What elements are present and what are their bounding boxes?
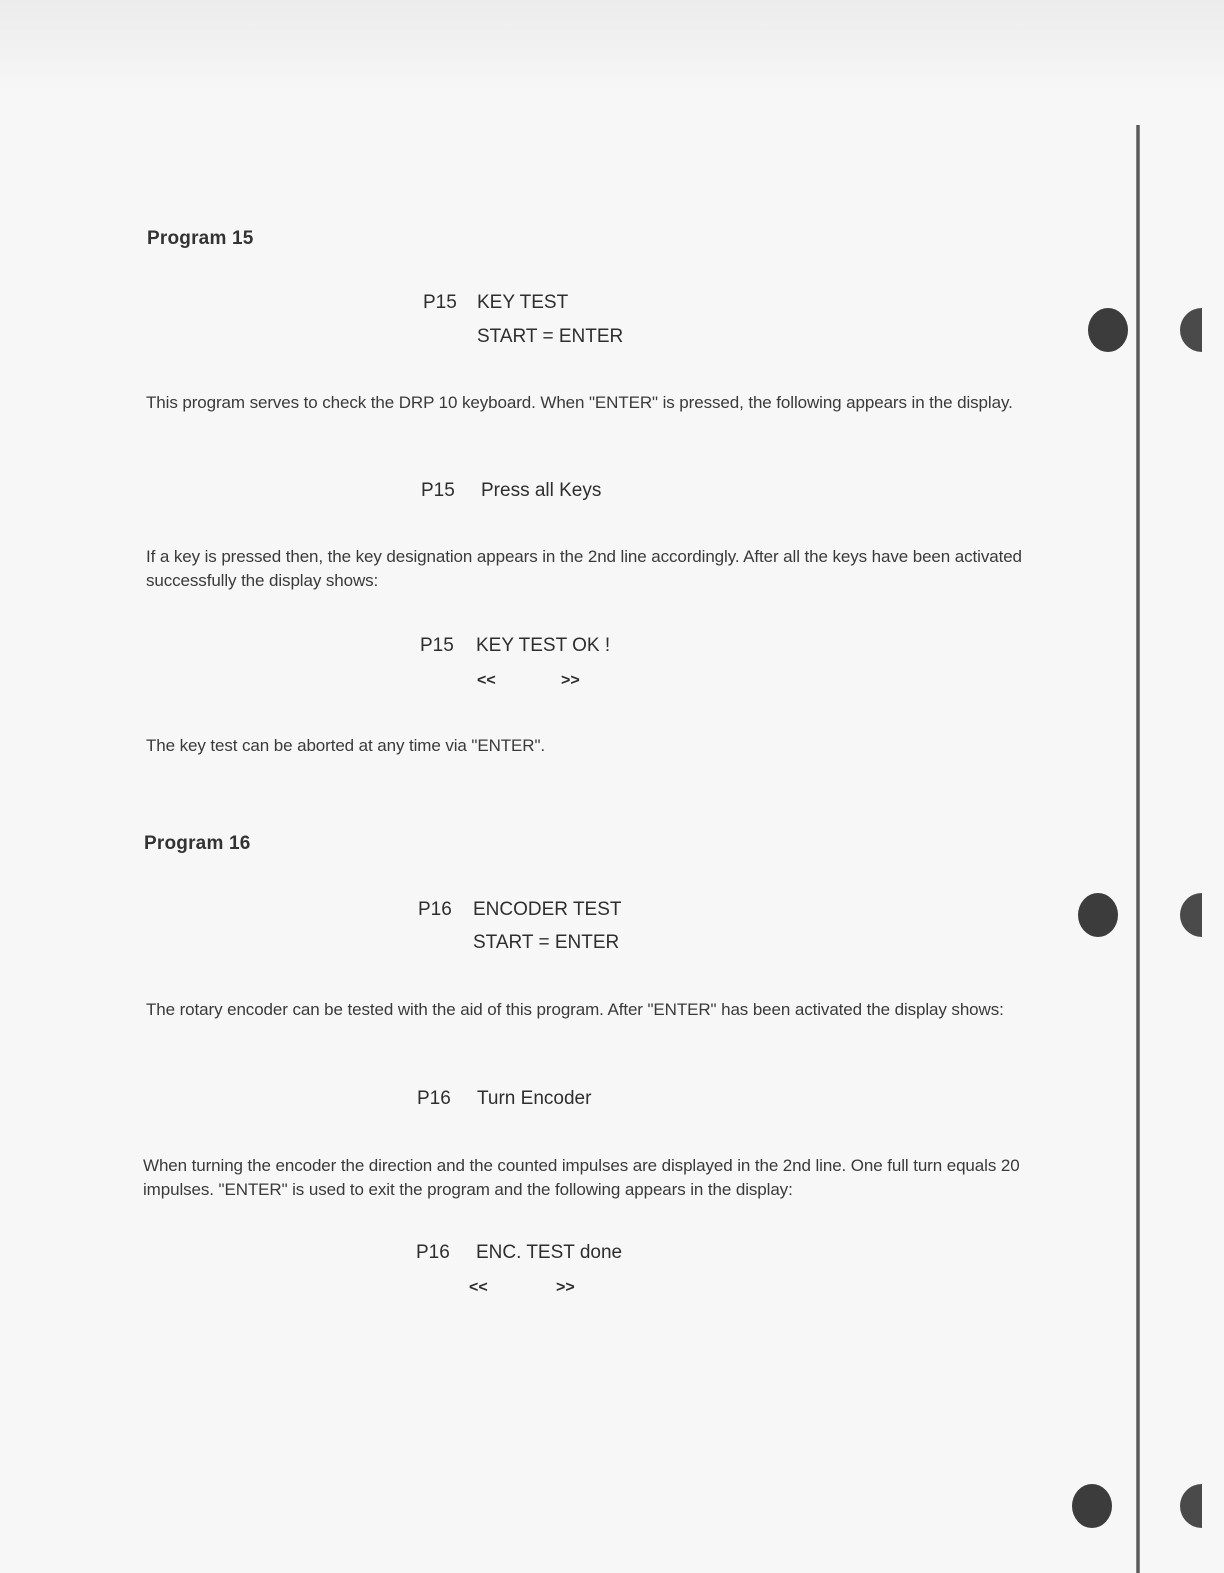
p16-display-line2: START = ENTER — [473, 932, 620, 953]
p15-ok-display-code: P15 — [420, 635, 454, 656]
p15-abort-paragraph: The key test can be aborted at any time via "ENTER". — [146, 736, 545, 755]
scan-top-shadow — [0, 0, 1224, 90]
punch-hole-top-right — [1180, 308, 1202, 352]
program-16-heading: Program 16 — [144, 833, 251, 854]
punch-hole-middle — [1078, 893, 1118, 937]
p15-display-code: P15 — [423, 292, 457, 313]
p15-press-display-code: P15 — [421, 480, 455, 501]
punch-hole-bottom-right — [1180, 1484, 1202, 1528]
p16-description-paragraph: The rotary encoder can be tested with the aid of this program. After "ENTER" has been activated the display shows: — [146, 1000, 1004, 1019]
p16-display-line1: ENCODER TEST — [473, 899, 622, 920]
p15-display-line1: KEY TEST — [477, 292, 569, 313]
p15-description-paragraph: This program serves to check the DRP 10 keyboard. When "ENTER" is pressed, the following appears in the display. — [146, 393, 1013, 412]
p16-display-code: P16 — [418, 899, 452, 920]
punch-hole-middle-right — [1180, 893, 1202, 937]
p15-ok-display-line1: KEY TEST OK ! — [476, 635, 611, 656]
p15-left-arrow: << — [477, 672, 496, 689]
p16-done-display-line1: ENC. TEST done — [476, 1242, 623, 1263]
p15-press-display-line1: Press all Keys — [481, 480, 602, 501]
binder-edge-line — [1136, 125, 1140, 1573]
p16-turn-display-line1: Turn Encoder — [477, 1088, 592, 1109]
p15-display-line2: START = ENTER — [477, 326, 624, 347]
p15-key-paragraph: If a key is pressed then, the key designation appears in the 2nd line accordingly. After all the keys have been activated successfully the display shows: — [146, 547, 1022, 590]
p16-encoder-paragraph: When turning the encoder the direction and the counted impulses are displayed in the 2nd line. One full turn equals 20 impulses. "ENTER" is used to exit the program and the following appears in the display: — [143, 1156, 1020, 1199]
p15-right-arrow: >> — [561, 672, 580, 689]
program-15-heading: Program 15 — [147, 228, 254, 249]
p16-left-arrow: << — [469, 1279, 488, 1296]
p16-done-display-code: P16 — [416, 1242, 450, 1263]
p16-turn-display-code: P16 — [417, 1088, 451, 1109]
punch-hole-top — [1088, 308, 1128, 352]
p16-right-arrow: >> — [556, 1279, 575, 1296]
punch-hole-bottom — [1072, 1484, 1112, 1528]
